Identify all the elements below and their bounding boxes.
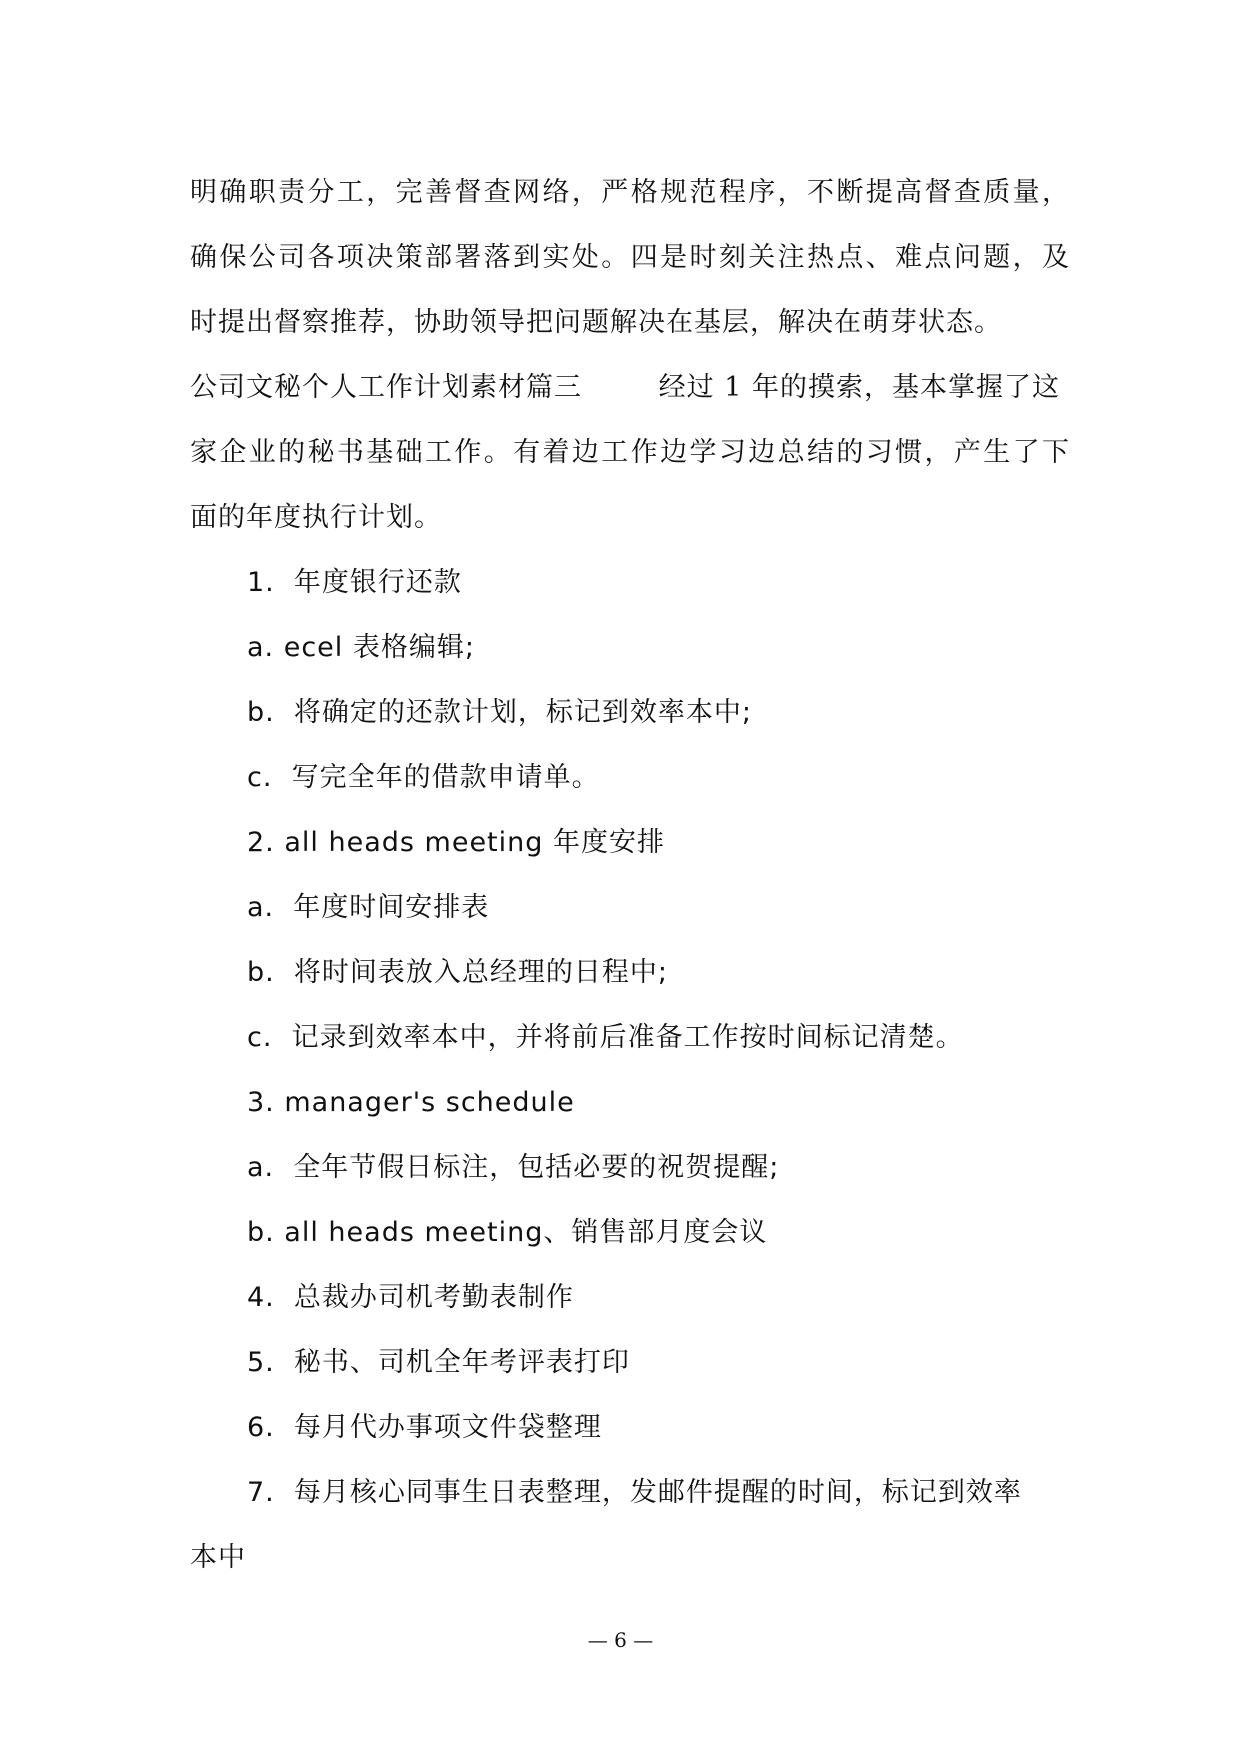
- paragraph-line: 本中: [190, 1542, 246, 1573]
- list-item: c. 写完全年的借款申请单。: [247, 762, 600, 793]
- list-item: b. 将确定的还款计划，标记到效率本中;: [247, 697, 752, 728]
- section-heading-line: 公司文秘个人工作计划素材篇三 经过 1 年的摸索，基本掌握了这: [190, 372, 1061, 403]
- page-number: — 6 —: [587, 1628, 654, 1652]
- paragraph-line: 明确职责分工，完善督查网络，严格规范程序，不断提高督查质量，: [190, 177, 1070, 208]
- list-item: b. 将时间表放入总经理的日程中;: [247, 957, 668, 988]
- list-item: 5. 秘书、司机全年考评表打印: [247, 1347, 630, 1378]
- list-item: 6. 每月代办事项文件袋整理: [247, 1412, 602, 1443]
- list-item: b. all heads meeting、销售部月度会议: [247, 1217, 768, 1248]
- paragraph-line: 家企业的秘书基础工作。有着边工作边学习边总结的习惯，产生了下: [190, 437, 1070, 468]
- list-item: 4. 总裁办司机考勤表制作: [247, 1282, 574, 1313]
- list-item: 2. all heads meeting 年度安排: [247, 827, 665, 858]
- list-item: 7. 每月核心同事生日表整理，发邮件提醒的时间，标记到效率: [247, 1477, 1022, 1508]
- paragraph-line: 确保公司各项决策部署落到实处。四是时刻关注热点、难点问题，及: [190, 242, 1070, 273]
- list-item: 1. 年度银行还款: [247, 567, 462, 598]
- document-body: [190, 160, 1070, 1590]
- list-item: a. 年度时间安排表: [247, 892, 490, 923]
- list-item: a. 全年节假日标注，包括必要的祝贺提醒;: [247, 1152, 780, 1183]
- list-item: c. 记录到效率本中，并将前后准备工作按时间标记清楚。: [247, 1022, 964, 1053]
- paragraph-line: 面的年度执行计划。: [190, 502, 442, 533]
- list-item: a. ecel 表格编辑;: [247, 632, 475, 663]
- list-item: 3. manager's schedule: [247, 1087, 575, 1118]
- paragraph-line: 时提出督察推荐，协助领导把问题解决在基层，解决在萌芽状态。: [190, 307, 1002, 338]
